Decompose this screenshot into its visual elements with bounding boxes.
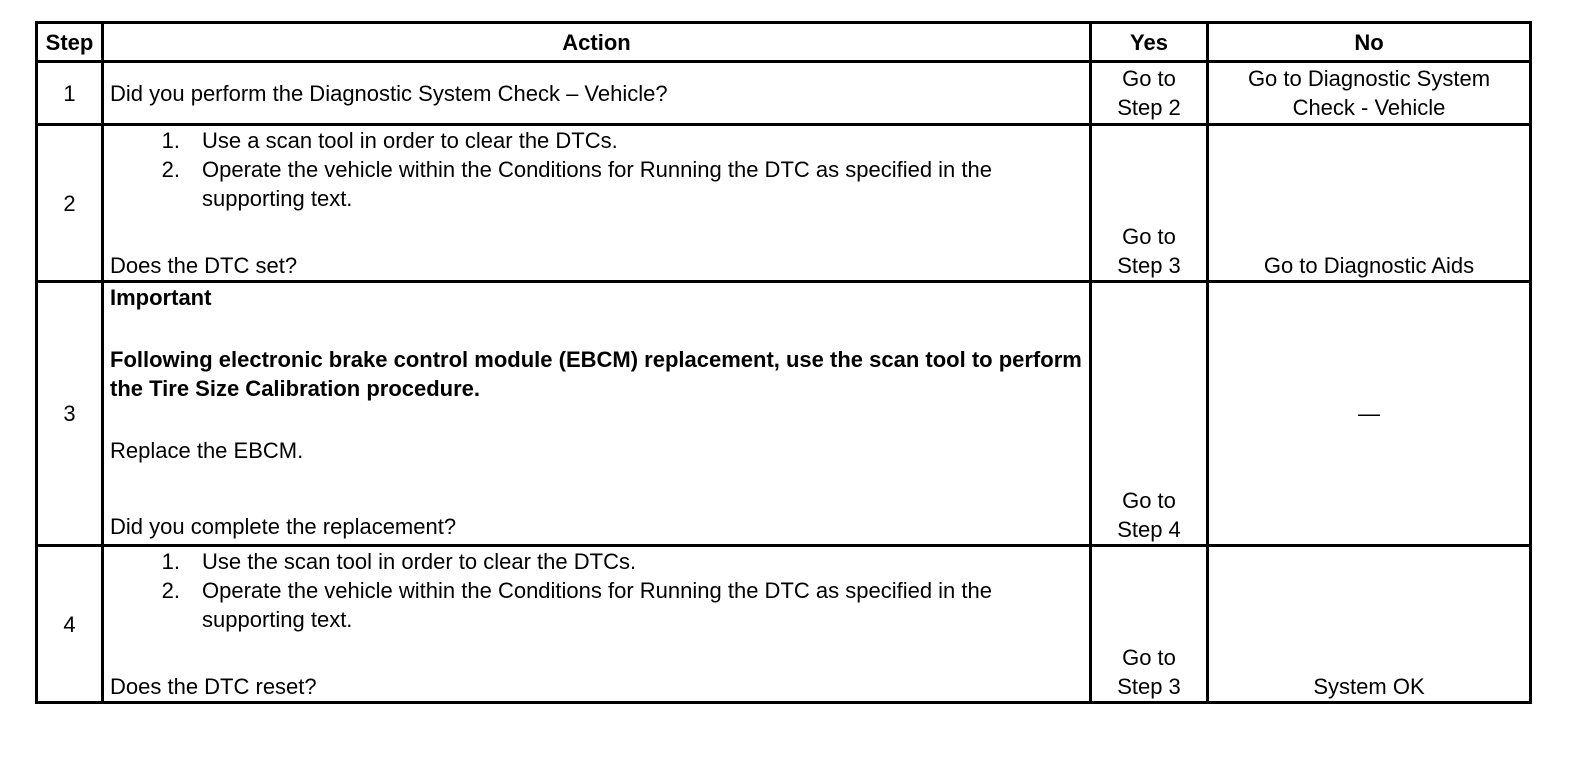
- list-number: 2.: [161, 157, 180, 182]
- yes-cell: Go to Step 3: [1091, 125, 1208, 282]
- list-number: 1.: [161, 128, 180, 153]
- step-number: 1: [37, 62, 103, 125]
- header-yes: Yes: [1091, 23, 1208, 62]
- action-cell: [103, 125, 1091, 282]
- question-text: Does the DTC reset?: [110, 674, 317, 699]
- no-cell: System OK: [1208, 546, 1531, 703]
- list-text: Use the scan tool in order to clear the DTCs.: [202, 549, 637, 574]
- list-item: [110, 155, 1083, 213]
- header-step: Step: [37, 23, 103, 62]
- list-text: Use a scan tool in order to clear the DTCs.: [202, 128, 618, 153]
- diagnostic-table: [35, 21, 1532, 704]
- table-row: [37, 125, 1531, 282]
- instruction-text: Replace the EBCM.: [110, 438, 304, 463]
- question-text: Did you complete the replacement?: [110, 514, 457, 539]
- list-number: 1.: [161, 549, 180, 574]
- question-text: Does the DTC set?: [110, 253, 298, 278]
- yes-cell: Go to Step 4: [1091, 282, 1208, 546]
- question-text: Did you perform the Diagnostic System Check – Vehicle?: [110, 80, 668, 106]
- header-row: [37, 23, 1531, 62]
- action-cell: [103, 282, 1091, 546]
- action-cell: [103, 62, 1091, 125]
- important-note: Following electronic brake control module (EBCM) replacement, use the scan tool to perform the Tire Size Calibration procedure.: [110, 347, 1082, 401]
- list-text: Operate the vehicle within the Conditions for Running the DTC as specified in the supporting text.: [202, 578, 992, 632]
- procedure-list: [110, 126, 1083, 213]
- no-cell: —: [1208, 282, 1531, 546]
- list-item: [110, 126, 1083, 155]
- yes-cell: Go to Step 2: [1091, 62, 1208, 125]
- important-heading: Important: [110, 285, 212, 310]
- action-cell: [103, 546, 1091, 703]
- step-number: 3: [37, 282, 103, 546]
- table-row: [37, 546, 1531, 703]
- list-number: 2.: [161, 578, 180, 603]
- step-number: 2: [37, 125, 103, 282]
- header-action: Action: [103, 23, 1091, 62]
- procedure-list: [110, 547, 1083, 634]
- no-cell: Go to Diagnostic System Check - Vehicle: [1208, 62, 1531, 125]
- list-text: Operate the vehicle within the Conditions for Running the DTC as specified in the supporting text.: [202, 157, 992, 211]
- list-item: [110, 576, 1083, 634]
- table-row: [37, 282, 1531, 546]
- header-no: No: [1208, 23, 1531, 62]
- yes-cell: Go to Step 3: [1091, 546, 1208, 703]
- step-number: 4: [37, 546, 103, 703]
- table-row: [37, 62, 1531, 125]
- no-cell: Go to Diagnostic Aids: [1208, 125, 1531, 282]
- list-item: [110, 547, 1083, 576]
